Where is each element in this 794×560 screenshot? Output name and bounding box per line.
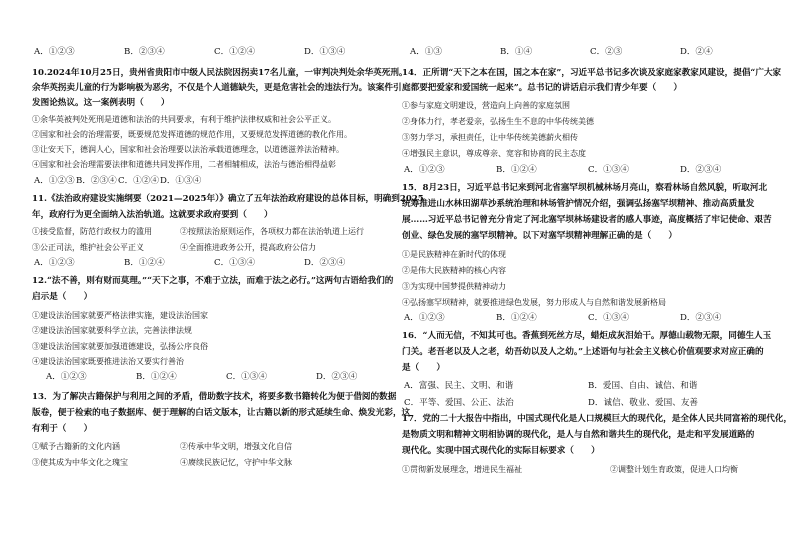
option-a[interactable]: A．①③ bbox=[410, 47, 442, 57]
q13-options bbox=[402, 47, 770, 58]
q11-statement: ②按照法治原则运作，各项权力都在法治轨道上运行 bbox=[180, 227, 364, 236]
q11-stem-line: 年，政府行为更全面纳入法治轨道。这就要求政府要到（ ） bbox=[32, 210, 273, 220]
q17-statement-row bbox=[402, 464, 770, 475]
q15-stem-line: 统筹推进山水林田湖草沙系统治理和林场管护情况介绍，强调弘扬塞罕坝精神、推动高质量发 bbox=[402, 199, 755, 209]
q10-statement: ④国家和社会治理需要法律和道德共同发挥作用，二者相辅相成，法治与德治相得益彰 bbox=[32, 160, 336, 169]
q13-statement: ②传承中华文明，增强文化自信 bbox=[180, 442, 292, 451]
q9-options bbox=[32, 47, 400, 58]
q13-statement: ③使其成为中华文化之瑰宝 bbox=[32, 458, 128, 467]
q17-stem-line: 现代化。实现中国式现代化的实际目标要求（ ） bbox=[402, 446, 600, 456]
q12-statement: ①建设法治国家就要严格法律实施，建设法治国家 bbox=[32, 311, 208, 320]
option-a[interactable]: A．①②③ bbox=[404, 313, 445, 323]
q15-stem-line: 创业、绿色发展的塞罕坝精神。以下对塞罕坝精神理解正确的是（ ） bbox=[402, 231, 678, 241]
option-c[interactable]: C．①③④ bbox=[588, 313, 629, 323]
q15-statement: ④弘扬塞罕坝精神，就要推进绿色发展，努力形成人与自然和谐发展新格局 bbox=[402, 298, 666, 307]
q11-statement-row bbox=[32, 242, 400, 253]
q15-statement: ③为实现中国梦提供精神动力 bbox=[402, 282, 506, 291]
q15-stem-line: 展……习近平总书记曾充分肯定了河北塞罕坝林场建设者的感人事迹，高度概括了牢记使命、艰苦 bbox=[402, 215, 772, 225]
left-column bbox=[32, 0, 424, 560]
option-b[interactable]: B．②③④ bbox=[124, 47, 165, 57]
q13-stem-line: 13．为了解决古籍保护与利用之间的矛盾，借助数字技术，将要多数书籍转化为便于借阅的数据 bbox=[32, 392, 397, 402]
q10-stem-line: 余华英拐卖儿童的行为影响极为恶劣，不仅是个人道德缺失，更是危害社会的违法行为。该案件引 bbox=[32, 83, 402, 93]
q15-statement: ②是伟大民族精神的核心内容 bbox=[402, 266, 506, 275]
option-d[interactable]: D．②③④ bbox=[680, 165, 722, 175]
q13-stem-line: 版卷，便于检索的电子数据库、便于理解的白话文版本，让古籍以新的形式延续生命、焕发光彩，这 bbox=[32, 408, 411, 418]
option-c[interactable]: C．②③ bbox=[590, 47, 623, 57]
option-b[interactable]: B．①②④ bbox=[136, 372, 177, 382]
q10-statement: ②国家和社会的治理需要，既要规范发挥道德的规范作用，又要规范发挥道德的教化作用。 bbox=[32, 130, 352, 139]
q16-stem-line: 16．“人而无信，不知其可也。香蕉到死丝方尽，蜡炬成灰泪始干。厚德山载物无限，同德生人玉 bbox=[402, 331, 772, 341]
q10-options bbox=[32, 176, 400, 187]
right-column bbox=[402, 0, 793, 560]
q13-statement: ①赋予古籍新的文化内涵 bbox=[32, 442, 120, 451]
q11-options bbox=[32, 258, 400, 269]
q14-statement: ①参与家庭文明建设，营造向上向善的家庭氛围 bbox=[402, 101, 570, 110]
option-c[interactable]: C．①③④ bbox=[226, 372, 267, 382]
option-b[interactable]: B．①②④ bbox=[496, 313, 537, 323]
q14-statement: ④增强民主意识，尊成尊亲、宽容和协商的民主态度 bbox=[402, 149, 586, 158]
option-d[interactable]: D．②④ bbox=[680, 47, 713, 57]
option-b[interactable]: B．①②④ bbox=[496, 165, 537, 175]
option-c[interactable]: C．①②④ bbox=[214, 47, 255, 57]
q14-options bbox=[402, 165, 770, 176]
q10-statement: ③让安天下，德润人心，国家和社会治理要以法治承载道德理念，以道德滋养法治精神。 bbox=[32, 145, 344, 154]
q12-stem-line: 启示是（ ） bbox=[32, 292, 93, 302]
q11-statement: ④全面推进政务公开，提高政府公信力 bbox=[180, 243, 316, 252]
option-d[interactable]: D．诚信、敬业、爱国、友善 bbox=[588, 398, 699, 408]
q10-statement: ①余华英被判处死刑是道德和法治的共同要求，有利于维护法律权威和社会公平正义。 bbox=[32, 115, 336, 124]
q13-statement: ④赓续民族记忆，守护中华文脉 bbox=[180, 458, 292, 467]
q13-statement-row bbox=[32, 441, 400, 452]
option-b[interactable]: B．①④ bbox=[500, 47, 533, 57]
q13-stem-line: 有利于（ ） bbox=[32, 424, 93, 434]
q11-statement: ①接受监督，防范行政权力的滥用 bbox=[32, 227, 152, 236]
q12-statement: ④建设法治国家既要推进法治又要实行善治 bbox=[32, 357, 184, 366]
q11-stem-line: 11.《法治政府建设实施纲要（2021—2025年）》确立了五年法治政府建设的总体目标，明确到2025 bbox=[32, 194, 424, 204]
option-c[interactable]: C．①②④ bbox=[118, 176, 159, 186]
option-d[interactable]: D．①③④ bbox=[304, 47, 346, 57]
q12-stem-line: 12.“法不善，则有财而莫理。”“天下之事，不难于立法，而难于法之必行。”这两句古语给我们的 bbox=[32, 276, 394, 286]
option-d[interactable]: D．②③④ bbox=[304, 258, 346, 268]
q16-stem-line: 是（ ） bbox=[402, 363, 445, 373]
q12-options bbox=[32, 372, 400, 383]
option-b[interactable]: B．②③④ bbox=[76, 176, 117, 186]
option-d[interactable]: D．②③④ bbox=[316, 372, 358, 382]
q17-stem-line: 17．党的二十大报告中指出，中国式现代化是人口规模巨大的现代化，是全体人民共同富裕的现代化， bbox=[402, 414, 793, 424]
option-d[interactable]: D．①③④ bbox=[160, 176, 202, 186]
option-a[interactable]: A．①②③ bbox=[46, 372, 87, 382]
q11-statement: ③公正司法，维护社会公平正义 bbox=[32, 243, 144, 252]
option-a[interactable]: A．①②③ bbox=[34, 47, 75, 57]
q15-statement: ①是民族精神在新时代的体现 bbox=[402, 250, 506, 259]
q12-statement: ③建设法治国家就要加强道德建设，弘扬公序良俗 bbox=[32, 342, 208, 351]
q17-statement: ①贯彻新发展理念，增进民生福祉 bbox=[402, 465, 522, 474]
option-d[interactable]: D．②③④ bbox=[680, 313, 722, 323]
q11-statement-row bbox=[32, 226, 400, 237]
q17-statement: ②调整计划生育政策，促进人口均衡 bbox=[610, 465, 738, 474]
option-a[interactable]: A．富强、民主、文明、和谐 bbox=[404, 381, 514, 391]
option-c[interactable]: C．①③④ bbox=[588, 165, 629, 175]
option-b[interactable]: B．爱国、自由、诚信、和谐 bbox=[588, 381, 698, 391]
q15-options bbox=[402, 313, 770, 324]
option-c[interactable]: C．①③④ bbox=[214, 258, 255, 268]
q14-statement: ②身体力行，孝老爱亲，弘扬生生不息的中华传统美德 bbox=[402, 117, 594, 126]
option-c[interactable]: C．平等、爱国、公正、法治 bbox=[404, 398, 514, 408]
q14-statement: ③努力学习，承担责任，让中华传统美德薪火相传 bbox=[402, 133, 578, 142]
q13-statement-row bbox=[32, 457, 400, 468]
option-a[interactable]: A．①②③ bbox=[404, 165, 445, 175]
q10-stem-line: 发图论热议。这一案例表明（ ） bbox=[32, 98, 170, 108]
q16-options-row bbox=[402, 381, 770, 392]
q17-stem-line: 是物质文明和精神文明相协调的现代化，是人与自然和谐共生的现代化，是走和平发展道路的 bbox=[402, 430, 755, 440]
q16-stem-line: 门关。老吾老以及人之老，幼吾幼以及人之幼。”上述语句与社会主义核心价值观要求对应正确的 bbox=[402, 347, 764, 357]
q16-options-row bbox=[402, 398, 770, 409]
option-a[interactable]: A．①②③ bbox=[34, 176, 75, 186]
q12-statement: ②建设法治国家就要科学立法，完善法律法规 bbox=[32, 326, 192, 335]
option-b[interactable]: B．①②④ bbox=[124, 258, 165, 268]
q14-stem-line: 14．正所谓“天下之本在国，国之本在家”，习近平总书记多次谈及家庭家教家风建设，提倡“广大家 bbox=[402, 68, 782, 78]
q15-stem-line: 15．8月23日，习近平总书记来到河北省塞罕坝机械林场月亮山，察看林场自然风貌，听取河北 bbox=[402, 183, 768, 193]
option-a[interactable]: A．①②③ bbox=[34, 258, 75, 268]
q14-stem-line: 庭都要把爱家和爱国统一起来”。总书记的讲话启示我们青少年要（ ） bbox=[402, 83, 682, 93]
q10-stem-line: 10.2024年10月25日，贵州省贵阳市中级人民法院因拐卖17名儿童，一审判决判处余华英死刑。 bbox=[32, 68, 408, 78]
